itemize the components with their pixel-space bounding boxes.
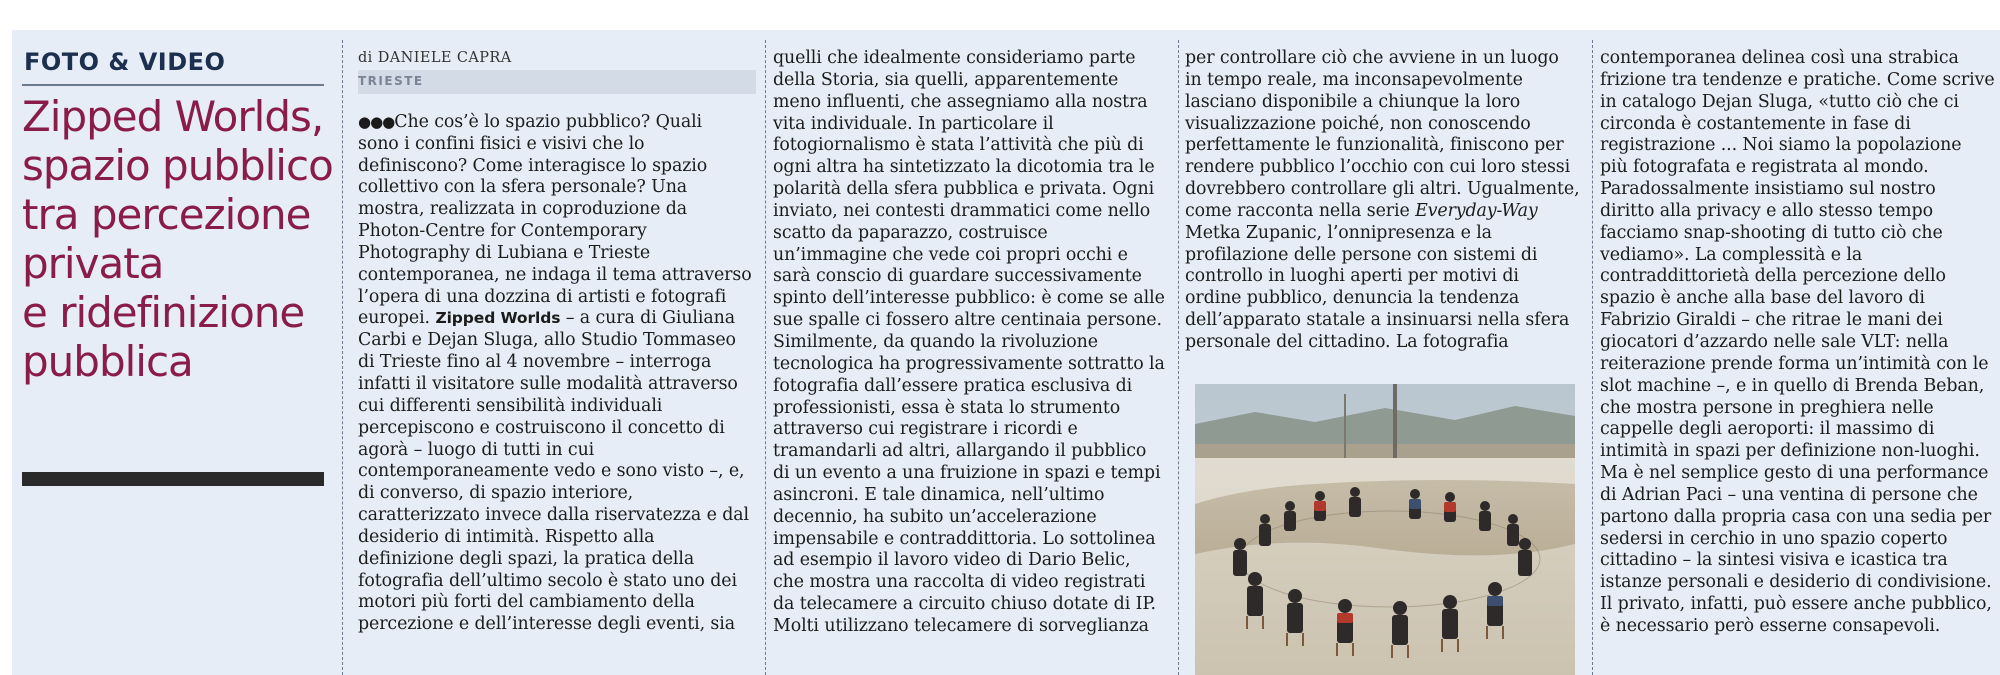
text-line: spinto dell’interesse pubblico: è come se alle [773,288,1165,309]
headline-line: pubblica [22,337,193,386]
text-span: Che cos’è lo spazio pubblico? Quali [394,111,703,132]
text-line: dovrebbero controllare gli altri. Ugualmente, [1185,179,1580,200]
text-line: impensabile e contraddittoria. Lo sottolinea [773,528,1156,549]
text-line: registrazione ... Noi siamo la popolazione [1600,135,1962,156]
text-line: di Trieste fino al 4 novembre – interroga [358,352,712,373]
text-line: vediamo». La complessità e la [1600,244,1863,265]
text-line: in catalogo Dejan Sluga, «tutto ciò che ci [1600,91,1959,112]
text-line: attraverso cui registrare i ricordi e [773,419,1078,440]
text-line: intimità in spazi per definizione non-luoghi. [1600,441,1980,462]
text-line: fotogiornalismo è stata l’attività che più di [773,135,1144,156]
text-line: reiterazione prende forma un’intimità con le [1600,353,1989,374]
article-column-1 [358,48,756,636]
text-line: mostra, realizzata in coproduzione da [358,199,688,220]
text-line: Molti utilizzano telecamere di sorveglianza [773,615,1149,636]
text-line: slot machine –, e in quello di Brenda Beban, [1600,375,1985,396]
column-divider [765,40,766,675]
text-span: europei. [358,308,430,329]
section-divider [22,84,324,86]
headline-bar [22,472,324,486]
text-line: collettivo con la sfera personale? Una [358,177,688,198]
text-line: cappelle degli aeroporti: il massimo di [1600,419,1935,440]
text-line: giocatori d’azzardo nelle sale VLT: nella [1600,331,1949,352]
text-line: perfettamente le funzionalità, finiscono per [1185,135,1564,156]
text-line: inviato, nei contesti drammatici come nello [773,200,1151,221]
text-line: motori più forti del cambiamento della [358,592,695,613]
headline-column [22,48,333,386]
text-line [358,308,756,330]
text-line: ordine pubblico, denuncia la tendenza [1185,288,1520,309]
text-line: contemporanea, ne indaga il tema attraverso [358,264,752,285]
text-line: è necessario però esserne consapevoli. [1600,615,1941,636]
text-line: partono dalla propria casa con una sedia per [1600,506,1992,527]
text-line [358,112,756,134]
text-line: per controllare ciò che avviene in un luogo [1185,48,1559,68]
text-line: della Storia, sia quelli, apparentemente [773,69,1119,90]
text-line: contraddittorietà della percezione dello [1600,266,1946,287]
text-line: Carbi e Dejan Sluga, allo Studio Tommaseo [358,330,736,351]
text-line: ogni altra ha sintetizzato la dicotomia tra le [773,157,1155,178]
text-line: asincroni. E tale dinamica, nell’ultimo [773,484,1105,505]
text-line: facciamo snap-shooting di tutto ciò che [1600,222,1943,243]
text-line: lasciano disponibile a chiunque la loro [1185,91,1521,112]
headline-line: e ridefinizione [22,288,305,337]
headline [22,92,333,386]
text-line: sono i confini fisici e visivi che lo [358,133,645,154]
paragraph-block [773,48,1171,638]
city-tag: TRIESTE [358,70,756,94]
text-line: dell’apparato statale a insinuarsi nella sfera [1185,310,1570,331]
text-line [1185,201,1583,223]
text-line: che mostra una raccolta di video registrati [773,572,1146,593]
series-title: Everyday-Way [1415,200,1538,221]
text-line: tecnologica ha progressivamente sottratto la [773,353,1165,374]
circle-of-chairs-photo [1195,384,1575,675]
paragraph-block [358,134,756,331]
text-line: contemporanea delinea così una strabica [1600,48,1959,68]
text-line: definiscono? Come interagisce lo spazio [358,155,708,176]
text-line: spazio è anche alla base del lavoro di [1600,288,1925,309]
text-line: personale del cittadino. La fotografia [1185,331,1509,352]
text-line: scatto da paparazzo, costruisce [773,222,1048,243]
text-line: visualizzazione poiché, non conoscendo [1185,113,1531,134]
article-column-4 [1600,48,1998,638]
text-line: profilazione delle persone con sistemi di [1185,244,1538,265]
text-line: l’opera di una dozzina di artisti e fotografi [358,286,727,307]
section-label: FOTO & VIDEO [24,48,226,76]
text-line: sue spalle ci fossero altre centinaia persone. [773,310,1162,331]
text-line: circonda è costantemente in fase di [1600,113,1911,134]
text-line: quelli che idealmente consideriamo parte [773,48,1136,68]
headline-line: privata [22,239,164,288]
exhibition-title: Zipped Worlds [435,309,561,328]
paragraph-block [1600,48,1998,638]
text-line: desiderio di intimità. Rispetto alla [358,526,655,547]
text-line: fotografia dall’essere pratica esclusiva di [773,375,1133,396]
text-span: – a cura di Giuliana [560,308,735,329]
text-line: percezione e dell’interesse degli eventi, sia [358,614,735,635]
column-divider [1592,40,1593,675]
text-line: più fotografata e registrata al mondo. [1600,157,1929,178]
text-line: in tempo reale, ma inconsapevolmente [1185,69,1523,90]
text-line: Similmente, da quando la rivoluzione [773,331,1098,352]
text-line: che mostra persone in preghiera nelle [1600,397,1934,418]
text-line: un’immagine che vede coi propri occhi e [773,244,1128,265]
text-line: di converso, di spazio interiore, [358,483,634,504]
text-line: Fabrizio Giraldi – che ritrae le mani dei [1600,310,1943,331]
text-line: Il privato, infatti, può essere anche pubblico, [1600,594,1992,615]
text-line: rendere pubblico l’occhio con cui loro stessi [1185,157,1571,178]
text-line: Photography di Lubiana e Trieste [358,242,651,263]
paragraph-block [358,330,756,636]
text-line: istanze personali e desiderio di condivisione. [1600,572,1992,593]
text-line: Metka Zupanic, l’onnipresenza e la [1185,222,1492,243]
text-line: diritto alla privacy e allo stesso tempo [1600,200,1933,221]
text-line: agorà – luogo di tutti in cui [358,439,595,460]
text-line: fotografia dell’ultimo secolo è stato uno dei [358,570,737,591]
text-line: sedersi in cerchio in uno spazio coperto [1600,528,1948,549]
headline-line: tra percezione [22,190,311,239]
text-line: Photon-Centre for Contemporary [358,221,647,242]
text-line: caratterizzato invece dalla riservatezza e dal [358,505,749,526]
headline-line: spazio pubblico [22,141,333,190]
text-line: da telecamere a circuito chiuso dotate di IP. [773,594,1156,615]
text-line: vita individuale. In particolare il [773,113,1054,134]
column-divider [1178,40,1179,675]
text-line: tramandarli ad altri, allargando il pubblico [773,441,1147,462]
text-line: professionisti, essa è stata lo strumento [773,397,1121,418]
headline-line: Zipped Worlds, [22,92,324,141]
text-line: cittadino – la sintesi visiva e icastica tra [1600,550,1948,571]
text-line: di un evento a una fruizione in spazi e tempi [773,463,1161,484]
text-line: meno influenti, che assegniamo alla nostra [773,91,1148,112]
text-line: frizione tra tendenze e pratiche. Come scrive [1600,69,1995,90]
text-line: ad esempio il lavoro video di Dario Belic, [773,550,1131,571]
performance-photo [1195,384,1575,675]
article-column-3 [1185,48,1583,354]
column-divider [342,40,343,675]
text-line: Ma è nel semplice gesto di una performance [1600,463,1989,484]
text-line: decennio, ha subito un’accelerazione [773,506,1097,527]
text-line: controllo in luoghi aperti per motivi di [1185,266,1519,287]
text-line: contemporaneamente vedo e sono visto –, e, [358,461,745,482]
text-line: di Adrian Paci – una ventina di persone che [1600,484,1978,505]
text-line: polarità della sfera pubblica e privata. Ogni [773,179,1155,200]
bullet-dots-icon: ●●● [358,112,395,131]
text-line: Paradossalmente insistiamo sul nostro [1600,179,1936,200]
newspaper-page [12,30,2000,675]
text-span: come racconta nella serie [1185,200,1416,221]
byline: di DANIELE CAPRA [358,50,512,66]
text-line: infatti il visitatore sulle modalità attraverso [358,373,738,394]
text-line: definizione degli spazi, la pratica della [358,548,695,569]
text-line: cui differenti sensibilità individuali [358,395,663,416]
article-column-2 [773,48,1171,638]
paragraph-block [1185,223,1583,354]
text-line: sarà conscio di guardare successivamente [773,266,1142,287]
text-line: percepiscono e costruiscono il concetto di [358,417,725,438]
paragraph-block [1185,48,1583,201]
